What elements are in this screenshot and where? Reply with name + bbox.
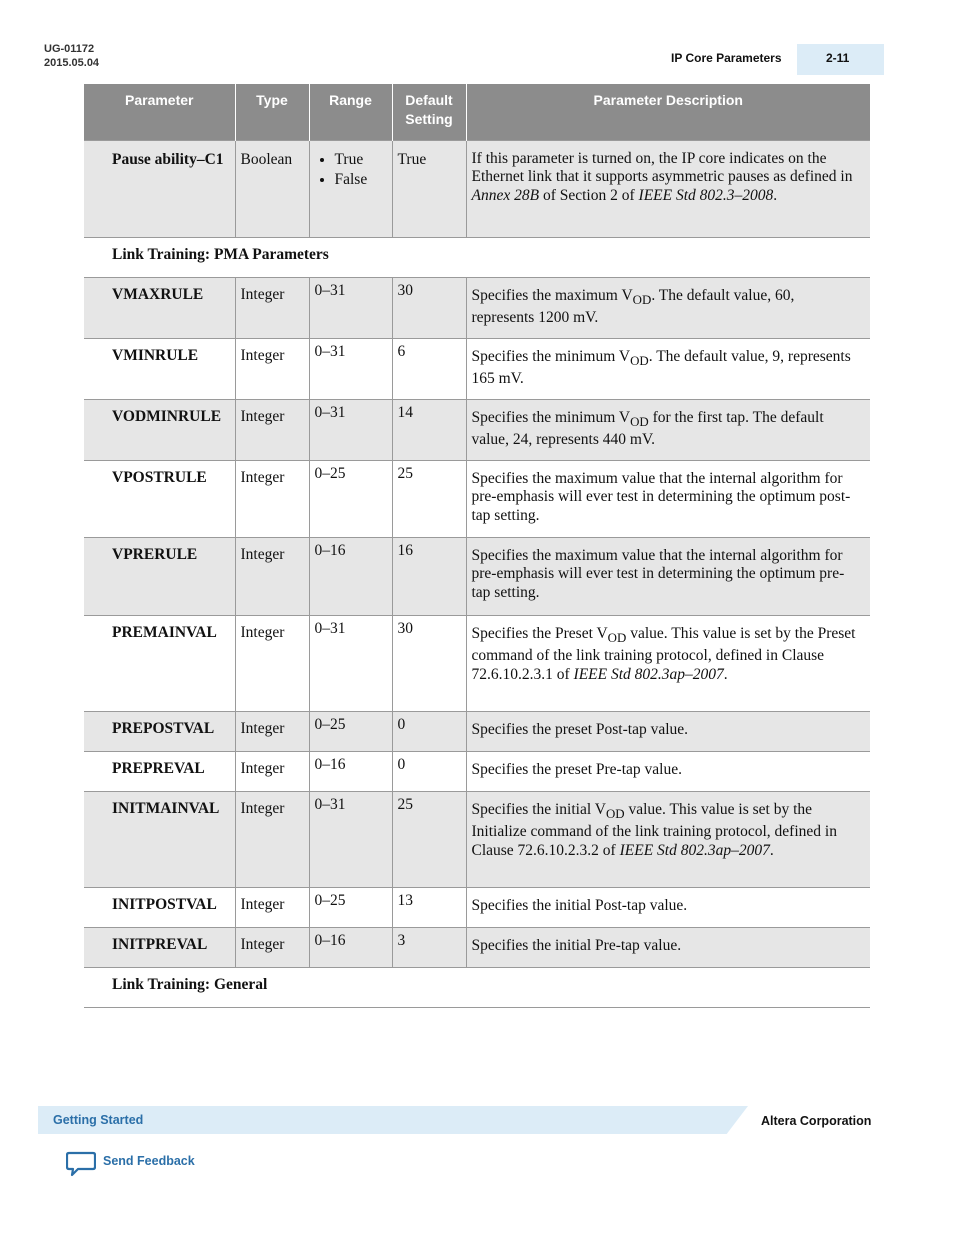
parameter-default: 16	[392, 537, 466, 615]
parameter-name: VODMINRULE	[84, 399, 235, 460]
table-row	[84, 338, 870, 399]
range-option: • False	[335, 171, 387, 190]
table-row	[84, 751, 870, 791]
parameter-default: 3	[392, 927, 466, 967]
parameter-type: Integer	[235, 615, 309, 711]
parameter-default: 25	[392, 791, 466, 887]
parameter-description: Specifies the maximum value that the internal algorithm for pre-emphasis will ever test in determining the optimum post-tap setting.	[466, 460, 870, 537]
parameter-description: Specifies the minimum $V_{OD}$. The default value, 9, represents 165 mV.	[466, 338, 870, 399]
parameter-type: Integer	[235, 399, 309, 460]
parameter-default: 13	[392, 887, 466, 927]
parameter-type: Integer	[235, 751, 309, 791]
parameter-table	[84, 84, 870, 1008]
table-row	[84, 711, 870, 751]
parameter-range: 0–25	[309, 711, 392, 751]
parameter-default: 30	[392, 615, 466, 711]
parameter-name: PREPOSTVAL	[84, 711, 235, 751]
parameter-type: Integer	[235, 338, 309, 399]
parameter-range: 0–25	[309, 460, 392, 537]
parameter-default: 25	[392, 460, 466, 537]
parameter-range: 0–16	[309, 537, 392, 615]
table-row	[84, 140, 870, 237]
parameter-description: Specifies the preset Post-tap value.	[466, 711, 870, 751]
parameter-range	[309, 140, 392, 237]
parameter-default: 14	[392, 399, 466, 460]
parameter-description: Specifies the minimum $V_{OD}$ for the first tap. The default value, 24, represents 440 mV.	[466, 399, 870, 460]
column-header-description: Parameter Description	[466, 84, 870, 140]
footer-band	[38, 1106, 748, 1134]
table-row	[84, 460, 870, 537]
parameter-type: Integer	[235, 791, 309, 887]
parameter-description: Specifies the initial Pre-tap value.	[466, 927, 870, 967]
table-row	[84, 927, 870, 967]
parameter-name: Pause ability–C1	[84, 140, 235, 237]
parameter-default: 0	[392, 751, 466, 791]
parameter-default: 30	[392, 277, 466, 338]
parameter-description: Specifies the maximum $V_{OD}$. The default value, 60, represents 1200 mV.	[466, 277, 870, 338]
table-row	[84, 537, 870, 615]
document-id	[44, 42, 99, 70]
getting-started-link[interactable]: Getting Started	[53, 1113, 144, 1127]
document-number: UG-01172	[44, 43, 95, 55]
parameter-type: Integer	[235, 887, 309, 927]
parameter-name: INITMAINVAL	[84, 791, 235, 887]
parameter-description: Specifies the initial Post-tap value.	[466, 887, 870, 927]
send-feedback-link[interactable]: Send Feedback	[103, 1154, 195, 1168]
parameter-range: 0–16	[309, 751, 392, 791]
parameter-range: 0–16	[309, 927, 392, 967]
parameter-range: 0–31	[309, 615, 392, 711]
parameter-type: Integer	[235, 711, 309, 751]
parameter-type: Boolean	[235, 140, 309, 237]
section-row-general	[84, 967, 870, 1007]
company-name: Altera Corporation	[761, 1114, 872, 1128]
parameter-name: INITPOSTVAL	[84, 887, 235, 927]
column-header-parameter: Parameter	[84, 84, 235, 140]
parameter-type: Integer	[235, 277, 309, 338]
parameter-name: VPRERULE	[84, 537, 235, 615]
parameter-name: VMINRULE	[84, 338, 235, 399]
parameter-description: Specifies the preset Pre-tap value.	[466, 751, 870, 791]
parameter-description: Specifies the Preset $V_{OD}$ value. This value is set by the Preset command of the link training protocol, defined in Clause 72.6.10.2.3.1 of IEEE Std 802.3ap–2007.	[466, 615, 870, 711]
parameter-range: 0–31	[309, 399, 392, 460]
parameter-name: PREPREVAL	[84, 751, 235, 791]
parameter-name: VMAXRULE	[84, 277, 235, 338]
section-row-pma	[84, 237, 870, 277]
table-row	[84, 277, 870, 338]
parameter-name: INITPREVAL	[84, 927, 235, 967]
parameter-description: Specifies the maximum value that the internal algorithm for pre-emphasis will ever test in determining the optimum pre-tap setting.	[466, 537, 870, 615]
parameter-description: Specifies the initial $V_{OD}$ value. This value is set by the Initialize command of the link training protocol, defined in Clause 72.6.10.2.3.2 of IEEE Std 802.3ap–2007.	[466, 791, 870, 887]
parameter-name: PREMAINVAL	[84, 615, 235, 711]
section-heading: Link Training: General	[84, 967, 870, 1007]
parameter-range: 0–31	[309, 338, 392, 399]
page-number: 2-11	[826, 51, 850, 65]
parameter-range: 0–31	[309, 277, 392, 338]
section-heading: Link Training: PMA Parameters	[84, 237, 870, 277]
parameter-description: If this parameter is turned on, the IP core indicates on the Ethernet link that it supports asymmetric pauses as defined in Annex 28B of Section 2 of IEEE Std 802.3–2008.	[466, 140, 870, 237]
parameter-type: Integer	[235, 927, 309, 967]
parameter-default: True	[392, 140, 466, 237]
column-header-default: Default Setting	[392, 84, 466, 140]
parameter-range: 0–31	[309, 791, 392, 887]
column-header-type: Type	[235, 84, 309, 140]
table-row	[84, 791, 870, 887]
section-title: IP Core Parameters	[671, 51, 782, 65]
table-row	[84, 887, 870, 927]
column-header-range: Range	[309, 84, 392, 140]
parameter-range: 0–25	[309, 887, 392, 927]
parameter-type: Integer	[235, 460, 309, 537]
parameter-name: VPOSTRULE	[84, 460, 235, 537]
document-date: 2015.05.04	[44, 57, 100, 69]
parameter-type: Integer	[235, 537, 309, 615]
parameter-default: 0	[392, 711, 466, 751]
range-option: • True	[335, 151, 387, 170]
parameter-default: 6	[392, 338, 466, 399]
table-row	[84, 615, 870, 711]
speech-bubble-icon[interactable]	[66, 1151, 96, 1177]
table-row	[84, 399, 870, 460]
